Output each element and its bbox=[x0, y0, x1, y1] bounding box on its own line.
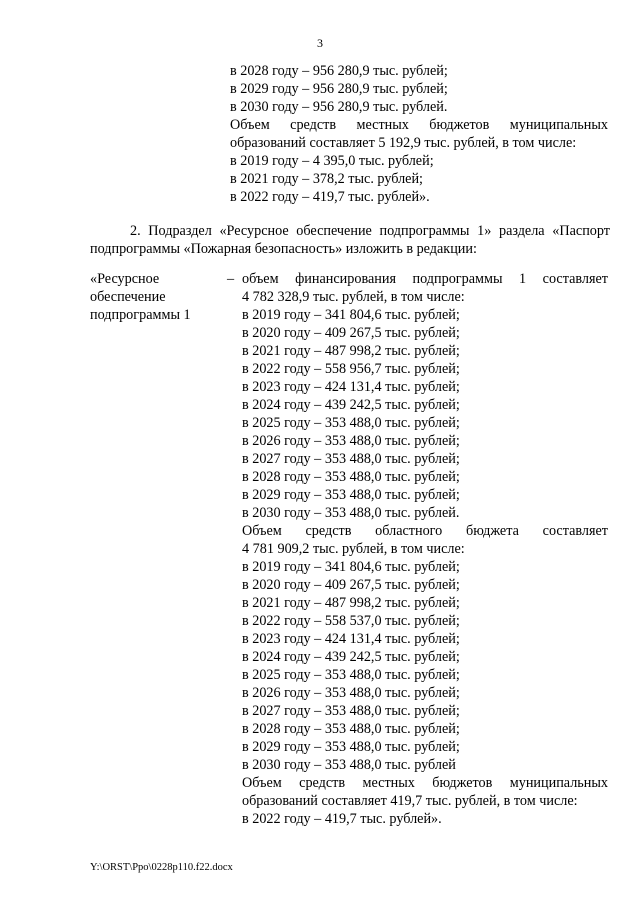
year-line: в 2026 году – 353 488,0 тыс. рублей; bbox=[242, 433, 460, 449]
paragraph-line: образований составляет 5 192,9 тыс. рублей, в том числе: bbox=[230, 135, 577, 151]
year-line: в 2027 году – 353 488,0 тыс. рублей; bbox=[242, 451, 460, 467]
year-line: в 2025 году – 353 488,0 тыс. рублей; bbox=[242, 415, 460, 431]
year-line: в 2020 году – 409 267,5 тыс. рублей; bbox=[242, 577, 460, 593]
regional-line: 4 781 909,2 тыс. рублей, в том числе: bbox=[242, 541, 465, 557]
text-line: в 2028 году – 956 280,9 тыс. рублей; bbox=[230, 63, 448, 79]
year-line: в 2020 году – 409 267,5 тыс. рублей; bbox=[242, 325, 460, 341]
year-line: в 2030 году – 353 488,0 тыс. рублей bbox=[242, 757, 456, 773]
year-line: в 2029 году – 353 488,0 тыс. рублей; bbox=[242, 739, 460, 755]
year-line: в 2028 году – 353 488,0 тыс. рублей; bbox=[242, 469, 460, 485]
year-line: в 2029 году – 353 488,0 тыс. рублей; bbox=[242, 487, 460, 503]
year-line: в 2023 году – 424 131,4 тыс. рублей; bbox=[242, 631, 460, 647]
year-line: в 2026 году – 353 488,0 тыс. рублей; bbox=[242, 685, 460, 701]
year-line: в 2022 году – 419,7 тыс. рублей». bbox=[242, 811, 442, 827]
year-line: в 2027 году – 353 488,0 тыс. рублей; bbox=[242, 703, 460, 719]
year-line: в 2028 году – 353 488,0 тыс. рублей; bbox=[242, 721, 460, 737]
text-line: в 2030 году – 956 280,9 тыс. рублей. bbox=[230, 99, 448, 115]
text-line: в 2019 году – 4 395,0 тыс. рублей; bbox=[230, 153, 434, 169]
text-line: в 2029 году – 956 280,9 тыс. рублей; bbox=[230, 81, 448, 97]
file-path-footer: Y:\ORST\Ppo\0228p110.f22.docx bbox=[90, 862, 233, 873]
total-line: 4 782 328,9 тыс. рублей, в том числе: bbox=[242, 289, 465, 305]
text-line: в 2021 году – 378,2 тыс. рублей; bbox=[230, 171, 423, 187]
year-line: в 2025 году – 353 488,0 тыс. рублей; bbox=[242, 667, 460, 683]
total-line: объем финансирования подпрограммы 1 составляет bbox=[242, 271, 608, 287]
page-number: 3 bbox=[317, 36, 323, 50]
regional-line: Объем средств областного бюджета составляет bbox=[242, 523, 608, 539]
resource-label-line: обеспечение bbox=[90, 289, 166, 305]
year-line: в 2024 году – 439 242,5 тыс. рублей; bbox=[242, 397, 460, 413]
section-heading-line: подпрограммы «Пожарная безопасность» изложить в редакции: bbox=[90, 241, 477, 257]
resource-label-line: подпрограммы 1 bbox=[90, 307, 191, 323]
year-line: в 2023 году – 424 131,4 тыс. рублей; bbox=[242, 379, 460, 395]
year-line: в 2019 году – 341 804,6 тыс. рублей; bbox=[242, 559, 460, 575]
resource-label bbox=[90, 270, 191, 324]
year-line: в 2024 году – 439 242,5 тыс. рублей; bbox=[242, 649, 460, 665]
year-line: в 2019 году – 341 804,6 тыс. рублей; bbox=[242, 307, 460, 323]
year-line: в 2021 году – 487 998,2 тыс. рублей; bbox=[242, 343, 460, 359]
section-heading-line: 2. Подраздел «Ресурсное обеспечение подпрограммы 1» раздела «Паспорт bbox=[130, 223, 610, 239]
year-line: в 2022 году – 558 956,7 тыс. рублей; bbox=[242, 361, 460, 377]
local-line: Объем средств местных бюджетов муниципальных bbox=[242, 775, 608, 791]
local-line: образований составляет 419,7 тыс. рублей, в том числе: bbox=[242, 793, 578, 809]
dash: – bbox=[227, 271, 235, 287]
text-line: в 2022 году – 419,7 тыс. рублей». bbox=[230, 189, 430, 205]
year-line: в 2030 году – 353 488,0 тыс. рублей. bbox=[242, 505, 460, 521]
year-line: в 2021 году – 487 998,2 тыс. рублей; bbox=[242, 595, 460, 611]
paragraph-line: Объем средств местных бюджетов муниципальных bbox=[230, 117, 608, 133]
resource-label-line: «Ресурсное bbox=[90, 271, 160, 287]
year-line: в 2022 году – 558 537,0 тыс. рублей; bbox=[242, 613, 460, 629]
